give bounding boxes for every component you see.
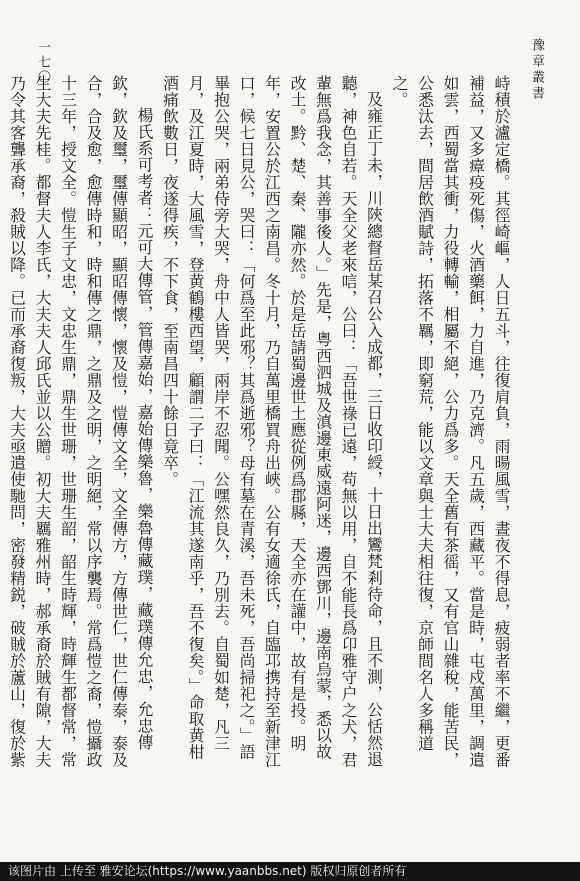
- paragraph-2: 及雍正丁未，川陝總督岳某召公入成都，三日收印綬，十日出鸞梵剎待命，且不測，公恬然退聽，神色自若。天全父老來唁，公曰：「吾世祿已遠，苟無以用，自不能長爲卬雅守户之犬，君輩無爲我念，其善事後人。」先是，粤西泗城及滇邊東威遠阿迷，邊西鄧川，邊南烏蒙，悉以故改土。黔、楚、秦、隴亦然。於是岳請蜀邊世土應從例爲郡縣，天全亦在讙中，故有是投。明年，安置公於江西之南昌。冬十月，乃自萬里橋買舟出峽。公有女適徐氏，自臨邛携持至新津江口，候七日見公，哭曰：「何爲至此邪？其爲逝邪？母有墓在青溪，吾未死，吾尚掃祀之。」語畢抱公哭，兩弟侍旁大哭，舟中人皆哭，兩岸不忍聞。公嘿然良久，乃別去。自蜀如楚，凡三月，及江夏時，大風雪，登黄鶴樓西望，顧謂二子曰：「江流其遂南乎，吾不復矣。」命取黄柑酒痛飲數日，夜遂得疾，不下食，至南昌四十餘日竟卒。: [160, 75, 384, 768]
- page-number: 一七〇: [35, 40, 50, 85]
- watermark-footer: 该图片由 上传至 雅安论坛(https://www.yaanbbs.net) 版权归原创者所有: [0, 862, 580, 881]
- running-title: 豫章叢書: [529, 38, 544, 102]
- paragraph-3: 楊氏系可考者：元可大傳管，管傳嘉始，嘉始傳樂魯，樂魯傳藏璞，藏璞傳允忠，允忠傳欽，欽及璽，璽傳顯昭，顯昭傳懷，懷及愷，愷傳文全，文全傳方，方傳世仁，世仁傳泰，泰及合，合及愈，愈傳時和，時和傳之鼎，之鼎及之明，之明絕，常以序襲焉。常爲愷之裔，愷攝政十三年，授文全。愷生子文忠，文忠生鼎，鼎生世珊，世珊生韶，韶生時輝，時輝生都督常，常生大夫先桂。都督夫人李氏，大夫夫人邱氏並以公贈。初大夫羈雅州時，郝承裔於賊有隙，大夫乃令其客聾承裔，殺賊以降。已而承裔復叛，大夫亟遣使馳問，密發精鋭，破賊於蘆山，復於紫: [7, 75, 154, 768]
- paragraph-1: 峙積於瀘定橋。其徑崎嶇，人日五斗，往復肩負，雨暘風雪，晝夜不得息，疲弱者率不繼，更番補益，又多瘴疫死傷，火酒藥餌，力自進，乃克濟。凡五歲，西藏平。當是時，屯戍萬里，調遣如雲，西蜀當其衝，力役轉輸，相屬不絕，公力爲多。天全舊有茶徭，又有官山雜稅，能苦民，公悉汰去，間居飲酒賦詩，拓落不羈，即窮荒，能以文章與士大夫相往復，京師間名人多稱道之。: [390, 75, 511, 768]
- body-text: [7, 75, 514, 775]
